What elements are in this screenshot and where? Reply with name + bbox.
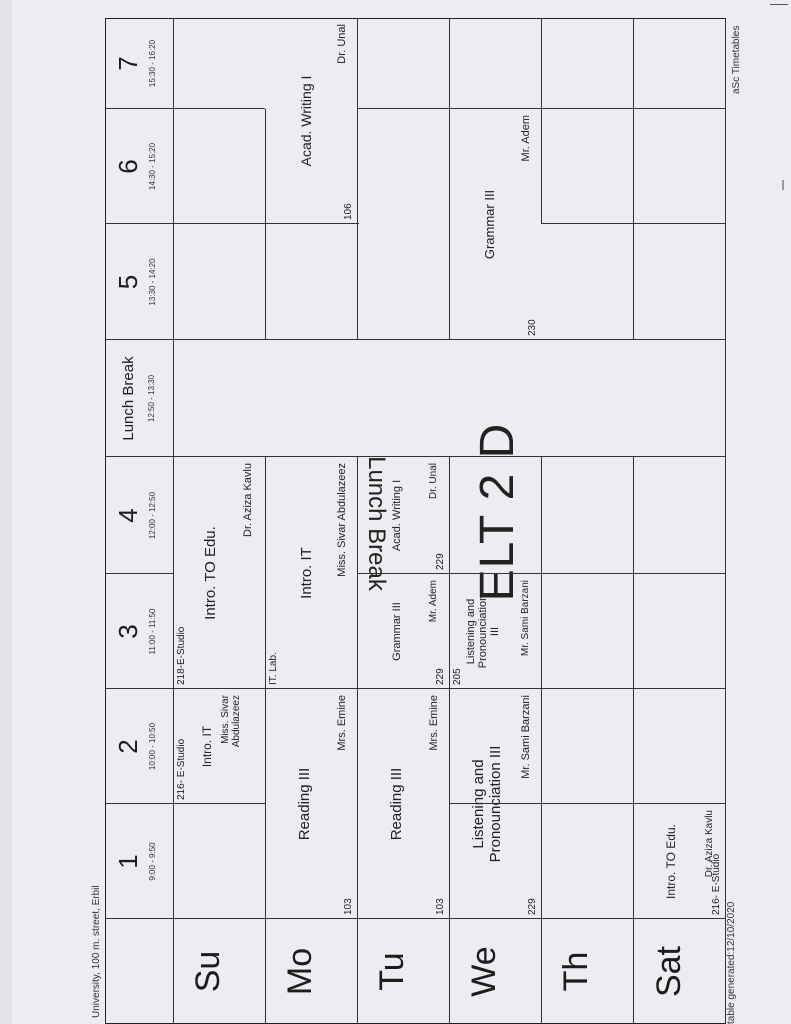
lesson-su-p2 xyxy=(173,689,265,804)
grid-line xyxy=(357,18,358,340)
period-header-4 xyxy=(105,457,173,574)
generated-date: table generated:12/10/2020 xyxy=(726,901,737,1024)
period-time: 10:00 - 10:50 xyxy=(148,722,157,771)
lesson-subject: Intro. TO Edu. xyxy=(202,526,219,620)
lesson-teacher: Mrs. Emine xyxy=(336,695,348,751)
day-label-sat: Sat xyxy=(650,945,688,998)
lesson-teacher: Miss. Sivar Abdulazeez xyxy=(220,695,242,748)
period-header-6 xyxy=(105,109,173,224)
lesson-teacher: Mr. Sami Barzani xyxy=(520,695,532,779)
lesson-teacher: Dr. Unal xyxy=(336,24,348,64)
lesson-room: 216- E-Studio xyxy=(176,738,187,800)
period-header-5 xyxy=(105,224,173,340)
period-number: Lunch Break xyxy=(120,356,137,441)
period-number: 1 xyxy=(113,854,143,869)
grid-line xyxy=(105,573,173,574)
day-label-th: Th xyxy=(557,951,595,992)
page-title: ELT 2 D xyxy=(471,422,524,602)
lesson-subject: Reading III xyxy=(296,767,313,841)
grid-line xyxy=(541,457,542,1024)
lesson-teacher: Dr. Aziza Kavlu xyxy=(242,463,254,537)
lesson-we-p3 xyxy=(449,574,541,689)
period-number: 3 xyxy=(113,624,143,639)
lesson-room: 106 xyxy=(343,203,354,220)
grid-line xyxy=(541,18,542,224)
header-address: University, 100 m. street, Erbil xyxy=(91,885,102,1018)
day-label-we: We xyxy=(465,946,503,997)
day-label-mo: Mo xyxy=(281,947,319,996)
lesson-teacher: Dr. Unal xyxy=(428,463,439,500)
lesson-subject: Listening and Pronounciation III xyxy=(470,745,504,863)
grid-line xyxy=(633,457,634,1024)
lesson-subject: Acad. Writing I xyxy=(391,479,403,552)
lunch-break-cell: Lunch Break xyxy=(363,456,390,591)
lesson-we-p56 xyxy=(449,109,541,340)
lesson-sat-p1 xyxy=(633,804,725,919)
lesson-teacher: Mr. Adem xyxy=(520,115,532,162)
lesson-mo-p67 xyxy=(265,18,357,224)
period-header-2 xyxy=(105,689,173,804)
period-number: 2 xyxy=(113,739,143,754)
lesson-teacher: Mrs. Emine xyxy=(428,695,440,751)
lesson-subject: Listening and Pronounciation III xyxy=(465,594,502,669)
lesson-room: 230 xyxy=(527,319,538,336)
lesson-subject: Reading III xyxy=(388,767,405,841)
lesson-teacher: Mr. Sami Barzani xyxy=(520,580,531,657)
lesson-teacher: Mr. Adem xyxy=(428,580,439,623)
period-time: 13:30 - 14:20 xyxy=(148,258,157,306)
period-time: 9:00 - 9:50 xyxy=(148,842,157,881)
period-number: 4 xyxy=(113,508,143,523)
lesson-room: 229 xyxy=(435,668,446,685)
lesson-room: 205 xyxy=(452,668,463,685)
grid-line xyxy=(105,803,173,804)
lesson-room: 229 xyxy=(527,898,538,915)
period-number: 7 xyxy=(113,56,143,71)
lesson-room: 103 xyxy=(435,898,446,915)
period-header-lunch xyxy=(105,340,173,457)
period-time: 12:00 - 12:50 xyxy=(148,491,157,540)
lesson-tu-p12 xyxy=(357,689,449,919)
footer-brand: aSc Timetables xyxy=(731,25,742,94)
lesson-subject: Grammar III xyxy=(391,602,403,661)
lesson-mo-p34 xyxy=(265,457,357,689)
period-time: 12:50 - 13:30 xyxy=(147,374,156,423)
lesson-subject: Intro. TO Edu. xyxy=(664,824,678,899)
period-number: 5 xyxy=(113,274,143,290)
lesson-room: 103 xyxy=(343,898,354,915)
period-time: 15:30 - 16:20 xyxy=(148,39,157,88)
period-header-3 xyxy=(105,574,173,689)
lesson-room: 229 xyxy=(435,553,446,570)
period-time: 11:00 - 11:50 xyxy=(148,608,157,655)
lesson-room: IT. Lab. xyxy=(268,652,279,685)
period-header-1 xyxy=(105,804,173,919)
grid-line xyxy=(105,108,265,109)
period-number: 6 xyxy=(113,159,143,174)
day-label-tu: Tu xyxy=(373,952,411,991)
lesson-subject: Grammar III xyxy=(482,189,497,260)
lesson-su-p34 xyxy=(173,457,265,689)
period-header-7 xyxy=(105,18,173,109)
grid-line xyxy=(725,18,726,1024)
grid-line xyxy=(633,18,634,340)
lesson-teacher: Dr. Aziza Kavlu xyxy=(704,810,715,878)
lesson-mo-p12 xyxy=(265,689,357,919)
lesson-subject: Acad. Writing I xyxy=(298,75,314,167)
lesson-teacher: Miss. Sivar Abdulazeez xyxy=(336,463,348,577)
lesson-we-p12 xyxy=(449,689,541,919)
lesson-subject: Intro. IT xyxy=(200,725,214,768)
lesson-subject: Intro. IT xyxy=(298,547,315,599)
day-label-su: Su xyxy=(189,950,227,993)
lesson-room: 218-E-Studio xyxy=(176,626,187,685)
period-time: 14:30 - 15:20 xyxy=(148,142,157,191)
lesson-room: 216- E-Studio xyxy=(711,853,722,915)
